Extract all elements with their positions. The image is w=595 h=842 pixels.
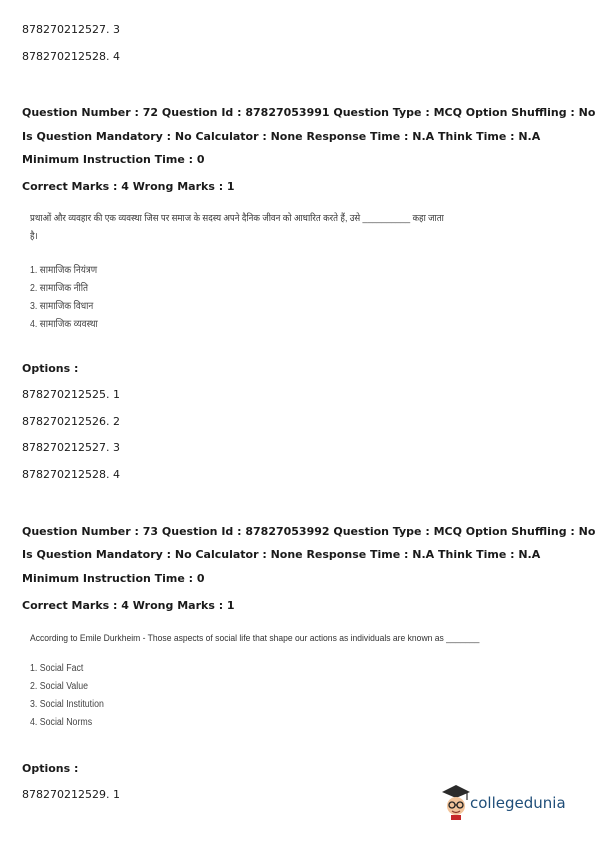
choice-item: 2. सामाजिक नीति: [30, 283, 89, 294]
marks-line: Correct Marks : 4 Wrong Marks : 1: [22, 180, 235, 193]
choice-item: 3. Social Institution: [30, 699, 104, 710]
question-text: है।: [30, 231, 38, 242]
option-line: 878270212528. 4: [22, 468, 120, 481]
logo-text: collegedunia: [470, 794, 566, 812]
question-header: Minimum Instruction Time : 0: [22, 153, 205, 166]
option-line: 878270212529. 1: [22, 788, 120, 801]
choice-item: 4. Social Norms: [30, 717, 93, 728]
option-line: 878270212526. 2: [22, 415, 120, 428]
option-line: 878270212525. 1: [22, 388, 120, 401]
question-header: Is Question Mandatory : No Calculator : None Response Time : N.A Think Time : N.A: [22, 548, 541, 561]
choice-item: 1. Social Fact: [30, 663, 84, 674]
options-label: Options :: [22, 362, 79, 375]
option-line: 878270212528. 4: [22, 50, 120, 63]
question-header: Question Number : 73 Question Id : 87827053992 Question Type : MCQ Option Shuffling : No: [22, 525, 595, 538]
choice-item: 1. सामाजिक नियंत्रण: [30, 265, 98, 276]
question-header: Minimum Instruction Time : 0: [22, 572, 205, 585]
collegedunia-logo: [440, 782, 590, 822]
question-text: According to Emile Durkheim - Those aspects of social life that shape our actions as individuals are known as _______: [30, 633, 480, 644]
choice-item: 2. Social Value: [30, 681, 89, 692]
choice-item: 4. सामाजिक व्यवस्था: [30, 319, 98, 330]
choice-item: 3. सामाजिक विधान: [30, 301, 94, 312]
marks-line: Correct Marks : 4 Wrong Marks : 1: [22, 599, 235, 612]
graduate-mascot-icon: [440, 782, 472, 822]
question-text: प्रथाओं और व्यवहार की एक व्यवस्था जिस पर समाज के सदस्य अपने दैनिक जीवन को आधारित करते हैं, उसे __________ कहा जाता: [30, 213, 444, 224]
options-label: Options :: [22, 762, 79, 775]
question-header: Question Number : 72 Question Id : 87827053991 Question Type : MCQ Option Shuffling : No: [22, 106, 595, 119]
option-line: 878270212527. 3: [22, 23, 120, 36]
option-line: 878270212527. 3: [22, 441, 120, 454]
question-header: Is Question Mandatory : No Calculator : None Response Time : N.A Think Time : N.A: [22, 130, 541, 143]
